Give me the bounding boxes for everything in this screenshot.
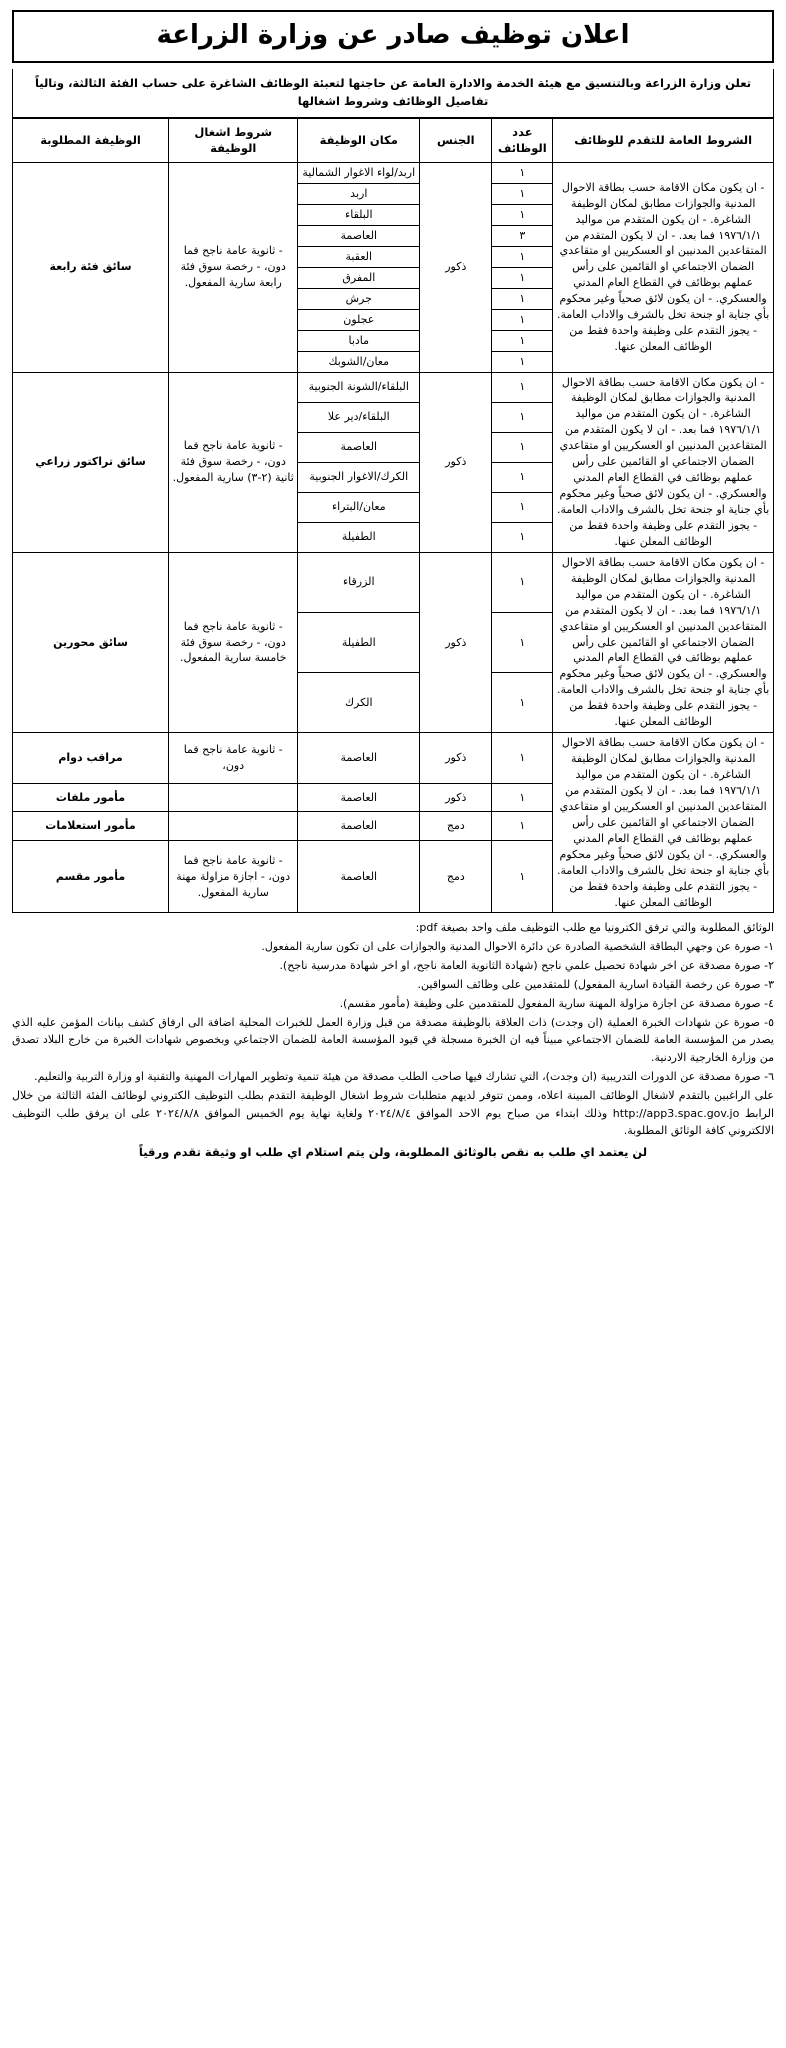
job-requirements-cell: - ثانوية عامة ناجح فما دون، - اجازة مزاولة مهنة سارية المفعول. (169, 841, 298, 913)
job-requirements-cell: - ثانوية عامة ناجح فما دون، - رخصة سوق فئة ثانية (٢-٣) سارية المفعول. (169, 372, 298, 552)
general-conditions-cell: - ان يكون مكان الاقامة حسب بطاقة الاحوال المدنية والجوازات مطابق لمكان الوظيفة الشاغرة. - ان يكون المتقدم من مواليد ١٩٧٦/١/١ فما بعد. - ان لا يكون المتقدم من المتقاعدين المدنيين او العسكريين او متقاعدي الضمان الاجتماعي او القائمين على رأس عملهم بوظائف في القطاع العام المدني والعسكري. - ان يكون لائق صحياً وغير محكوم بأي جناية او جنحة تخل بالشرف والاداب العامة. - يجوز التقدم على وظيفة واحدة فقط من الوظائف المعلن عنها. (553, 552, 774, 732)
col-count: عدد الوظائف (492, 118, 553, 162)
job-place-cell: العاصمة (298, 841, 420, 913)
job-place-cell: العاصمة (298, 225, 420, 246)
job-count-cell: ١ (492, 432, 553, 462)
jobs-table (12, 118, 774, 914)
job-count-cell: ١ (492, 330, 553, 351)
job-count-cell: ١ (492, 246, 553, 267)
job-place-cell: العاصمة (298, 783, 420, 812)
col-conditions: الشروط العامة للتقدم للوظائف (553, 118, 774, 162)
document-item: ٣- صورة عن رخصة القيادة اسارية المفعول) للمتقدمين على وظائف السواقين. (417, 977, 774, 991)
job-place-cell: البلقاء (298, 205, 420, 226)
col-job: الوظيفة المطلوبة (13, 118, 169, 162)
job-place-cell: مادبا (298, 330, 420, 351)
document-item: ٢- صورة مصدقة عن اخر شهادة تحصيل علمي ناجح (شهادة الثانوية العامة ناجح، او اخر شهادة مدرسية ناجح). (279, 959, 774, 973)
apply-period: وذلك ابتداء من صباح يوم الاحد الموافق ٢٠٢٤/٨/٤ ولغاية نهاية يوم الخميس الموافق ٢٠٢٤/٨/٨ على ان يرفق طلب التوظيف الالكتروني كافة الوثائق المطلوبة. (12, 1106, 774, 1138)
document-item: ١- صورة عن وجهي البطاقة الشخصية الصادرة عن دائرة الاحوال المدنية والجوازات على ان تكون سارية المفعول. (261, 940, 774, 954)
table-row (13, 733, 774, 784)
job-sex-cell: دمج (420, 812, 492, 841)
job-count-cell: ١ (492, 372, 553, 402)
job-sex-cell: ذكور (420, 372, 492, 552)
job-sex-cell: ذكور (420, 552, 492, 732)
job-place-cell: الكرك (298, 673, 420, 733)
job-requirements-cell (169, 783, 298, 812)
job-count-cell: ١ (492, 267, 553, 288)
job-place-cell: اربد (298, 184, 420, 205)
job-count-cell: ١ (492, 309, 553, 330)
intro-paragraph: تعلن وزارة الزراعة وبالتنسيق مع هيئة الخدمة والادارة العامة عن حاجتها لتعبئة الوظائف الشاغرة على حساب الفئة الثالثة، وتالياً تفاصيل الوظائف وشروط اشغالها (12, 69, 774, 118)
job-count-cell: ١ (492, 812, 553, 841)
job-count-cell: ١ (492, 402, 553, 432)
job-count-cell: ١ (492, 492, 553, 522)
general-conditions-cell: - ان يكون مكان الاقامة حسب بطاقة الاحوال المدنية والجوازات مطابق لمكان الوظيفة الشاغرة. - ان يكون المتقدم من مواليد ١٩٧٦/١/١ فما بعد. - ان لا يكون المتقدم من المتقاعدين المدنيين او العسكريين او متقاعدي الضمان الاجتماعي او القائمين على رأس عملهم بوظائف في القطاع العام المدني والعسكري. - ان يكون لائق صحياً وغير محكوم بأي جناية او جنحة تخل بالشرف والاداب العامة. - يجوز التقدم على وظيفة واحدة فقط من الوظائف المعلن عنها. (553, 163, 774, 372)
general-conditions-cell: - ان يكون مكان الاقامة حسب بطاقة الاحوال المدنية والجوازات مطابق لمكان الوظيفة الشاغرة. - ان يكون المتقدم من مواليد ١٩٧٦/١/١ فما بعد. - ان لا يكون المتقدم من المتقاعدين المدنيين او العسكريين او متقاعدي الضمان الاجتماعي او القائمين على رأس عملهم بوظائف في القطاع العام المدني والعسكري. - ان يكون لائق صحياً وغير محكوم بأي جناية او جنحة تخل بالشرف والاداب العامة. - يجوز التقدم على وظيفة واحدة فقط من الوظائف المعلن عنها. (553, 733, 774, 913)
job-count-cell: ١ (492, 612, 553, 672)
table-row (13, 163, 774, 184)
job-place-cell: الزرقاء (298, 552, 420, 612)
job-place-cell: العاصمة (298, 432, 420, 462)
job-count-cell: ١ (492, 673, 553, 733)
job-title-cell: مراقب دوام (13, 733, 169, 784)
job-count-cell: ٣ (492, 225, 553, 246)
job-place-cell: البلقاء/الشونة الجنوبية (298, 372, 420, 402)
table-row (13, 552, 774, 612)
job-place-cell: اربد/لواء الاغوار الشمالية (298, 163, 420, 184)
job-count-cell: ١ (492, 184, 553, 205)
job-title-cell: مأمور استعلامات (13, 812, 169, 841)
apply-instructions (12, 1087, 774, 1140)
job-place-cell: الكرك/الاغوار الجنوبية (298, 462, 420, 492)
job-count-cell: ١ (492, 288, 553, 309)
documents-list (12, 938, 774, 1086)
col-requirements: شروط اشغال الوظيفة (169, 118, 298, 162)
job-sex-cell: دمج (420, 841, 492, 913)
document-item: ٦- صورة مصدقة عن الدورات التدريبية (ان وجدت)، التي تشارك فيها صاحب الطلب مصدقة من هيئة تنمية وتطوير المهارات المهنية والتقنية او وزارة التربية والتعليم. (34, 1069, 774, 1083)
job-count-cell: ١ (492, 462, 553, 492)
job-title-cell: سائق تراكتور زراعي (13, 372, 169, 552)
job-place-cell: الطفيلة (298, 522, 420, 552)
job-title-cell: مأمور ملفات (13, 783, 169, 812)
apply-text: على الراغبين بالتقدم لاشغال الوظائف المبينة اعلاه، وممن تتوفر لديهم متطلبات شروط اشغال الوظيفة التقدم بطلب التوظيف الكتروني لوظائف الفئة الثالثة من خلال الرابط (12, 1088, 775, 1120)
page-title: اعلان توظيف صادر عن وزارة الزراعة (156, 20, 630, 50)
job-sex-cell: ذكور (420, 783, 492, 812)
footer-warning: لن يعتمد اي طلب به نقص بالوثائق المطلوبة، ولن يتم استلام اي طلب او وثيقة تقدم ورقياً (138, 1145, 648, 1160)
table-row (13, 372, 774, 402)
job-count-cell: ١ (492, 205, 553, 226)
job-count-cell: ١ (492, 351, 553, 372)
job-place-cell: العاصمة (298, 733, 420, 784)
job-sex-cell: ذكور (420, 163, 492, 372)
job-requirements-cell: - ثانوية عامة ناجح فما دون، - رخصة سوق فئة رابعة سارية المفعول. (169, 163, 298, 372)
job-requirements-cell: - ثانوية عامة ناجح فما دون، (169, 733, 298, 784)
jobs-table-body (13, 163, 774, 913)
job-place-cell: معان/البتراء (298, 492, 420, 522)
job-requirements-cell: - ثانوية عامة ناجح فما دون، - رخصة سوق فئة خامسة سارية المفعول. (169, 552, 298, 732)
documents-heading: الوثائق المطلوبة والتي ترفق الكترونيا مع طلب التوظيف ملف واحد بصيغة pdf: (415, 921, 774, 935)
job-count-cell: ١ (492, 163, 553, 184)
document-item: ٤- صورة مصدقة عن اجازة مزاولة المهنة سارية المفعول للمتقدمين على وظيفة (مأمور مقسم). (339, 996, 774, 1010)
col-place: مكان الوظيفة (298, 118, 420, 162)
job-place-cell: البلقاء/دير علا (298, 402, 420, 432)
job-place-cell: العقبة (298, 246, 420, 267)
job-place-cell: المفرق (298, 267, 420, 288)
required-documents (12, 919, 774, 1140)
job-title-cell: سائق محورين (13, 552, 169, 732)
job-count-cell: ١ (492, 522, 553, 552)
job-requirements-cell (169, 812, 298, 841)
apply-link[interactable]: http://app3.spac.gov.jo (612, 1106, 740, 1120)
job-place-cell: عجلون (298, 309, 420, 330)
job-count-cell: ١ (492, 783, 553, 812)
job-title-cell: مأمور مقسم (13, 841, 169, 913)
table-header-row (13, 118, 774, 162)
page-title-bar (12, 10, 774, 63)
job-title-cell: سائق فئة رابعة (13, 163, 169, 372)
document-item: ٥- صورة عن شهادات الخبرة العملية (ان وجدت) ذات العلاقة بالوظيفة مصدقة من قبل وزارة العمل للخبرات المحلية اضافة الى ارفاق كشف بيانات المؤمن عليه الذي يصدر من المؤسسة العامة للضمان الاجتماعي مبيناً فيه ان الخبرة مسجلة في قيود المؤسسة العامة للضمان الاجتماعي وبخصوص شهادات الخبرة من خارج البلاد تصدق من وزارة الخارجية الاردنية. (12, 1015, 774, 1065)
job-place-cell: معان/الشوبك (298, 351, 420, 372)
job-place-cell: الطفيلة (298, 612, 420, 672)
job-count-cell: ١ (492, 552, 553, 612)
col-sex: الجنس (420, 118, 492, 162)
job-place-cell: العاصمة (298, 812, 420, 841)
job-count-cell: ١ (492, 841, 553, 913)
job-place-cell: جرش (298, 288, 420, 309)
job-sex-cell: ذكور (420, 733, 492, 784)
job-count-cell: ١ (492, 733, 553, 784)
general-conditions-cell: - ان يكون مكان الاقامة حسب بطاقة الاحوال المدنية والجوازات مطابق لمكان الوظيفة الشاغرة. - ان يكون المتقدم من مواليد ١٩٧٦/١/١ فما بعد. - ان لا يكون المتقدم من المتقاعدين المدنيين او العسكريين او متقاعدي الضمان الاجتماعي او القائمين على رأس عملهم بوظائف في القطاع العام المدني والعسكري. - ان يكون لائق صحياً وغير محكوم بأي جناية او جنحة تخل بالشرف والاداب العامة. - يجوز التقدم على وظيفة واحدة فقط من الوظائف المعلن عنها. (553, 372, 774, 552)
